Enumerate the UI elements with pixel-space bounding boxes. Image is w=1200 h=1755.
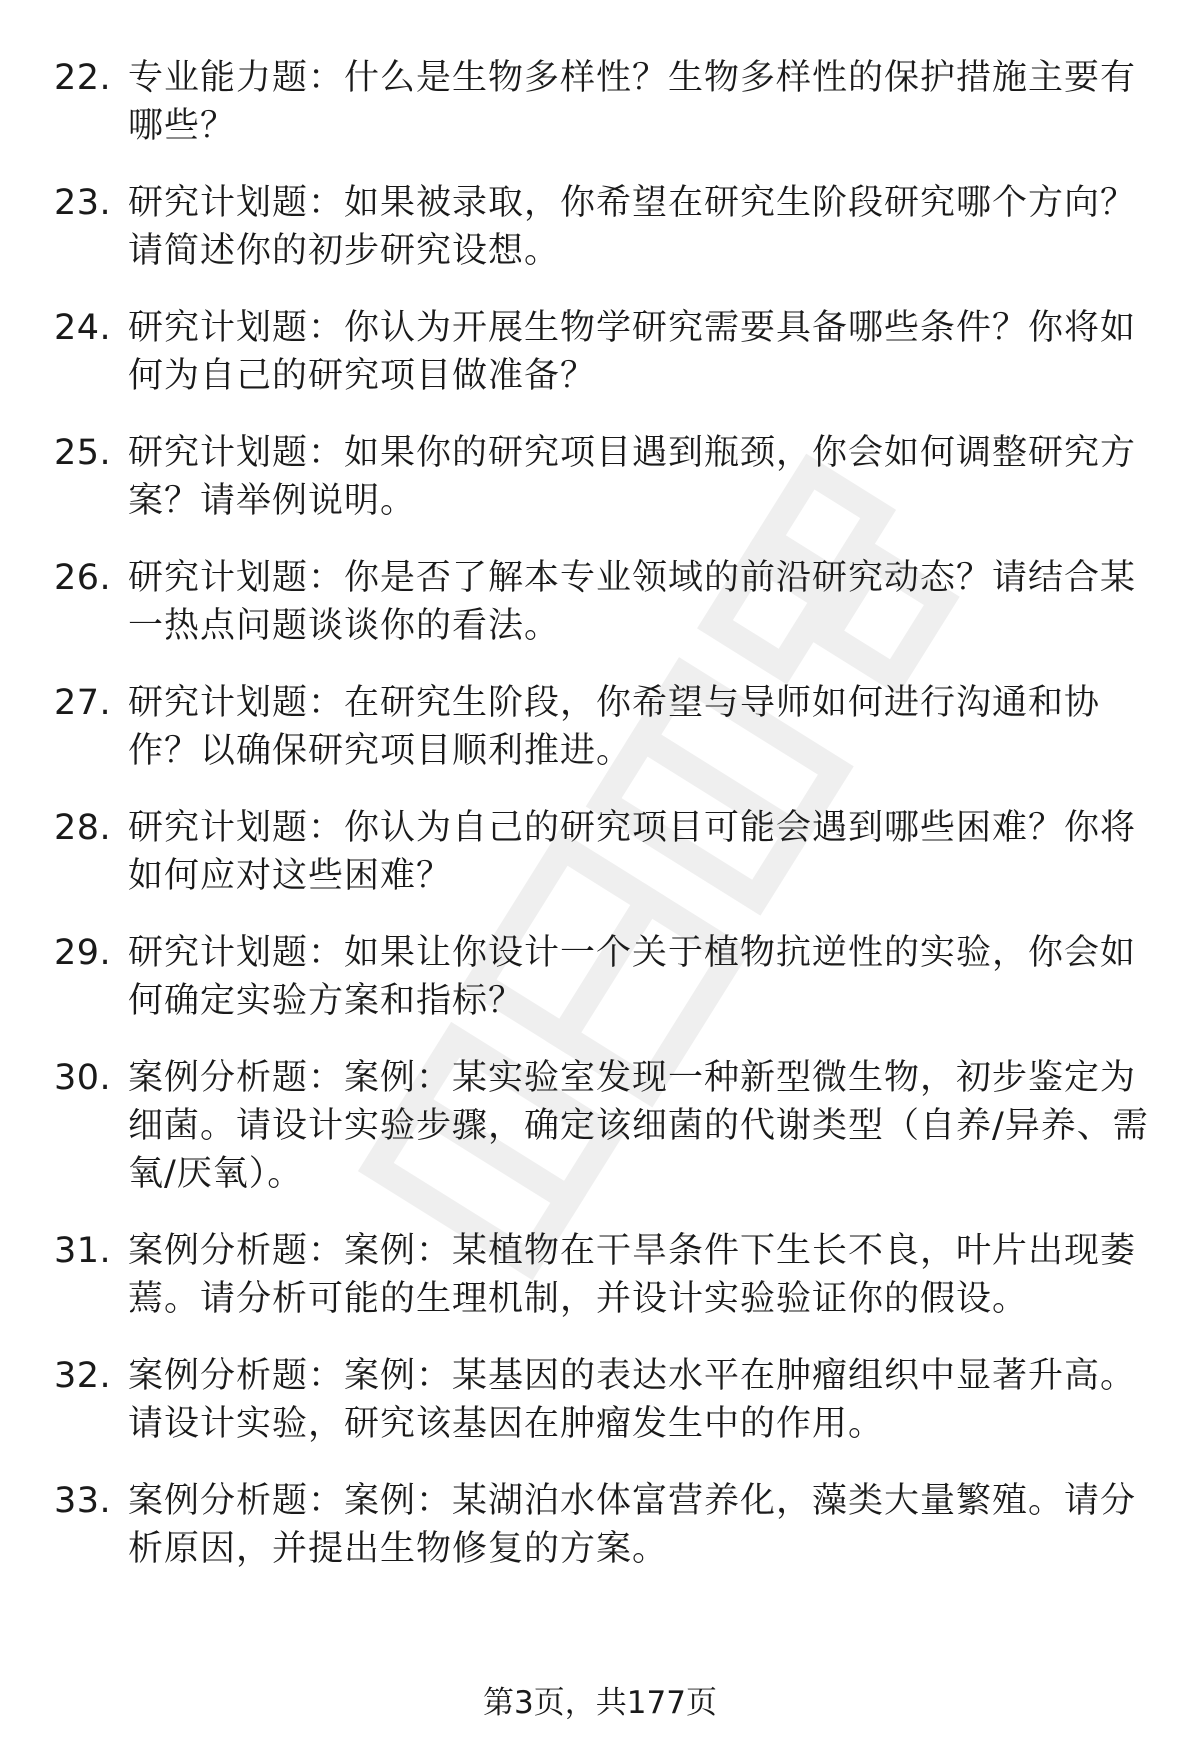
question-text: 专业能力题：什么是生物多样性？生物多样性的保护措施主要有哪些？ <box>128 58 1137 146</box>
question-text: 研究计划题：如果你的研究项目遇到瓶颈，你会如何调整研究方案？请举例说明。 <box>128 433 1137 521</box>
question-number: 31. <box>54 1231 112 1271</box>
question-number: 24. <box>54 308 112 348</box>
question-text: 研究计划题：你认为开展生物学研究需要具备哪些条件？你将如何为自己的研究项目做准备？ <box>128 308 1137 396</box>
question-number: 26. <box>54 558 112 598</box>
question-text: 研究计划题：如果让你设计一个关于植物抗逆性的实验，你会如何确定实验方案和指标？ <box>128 933 1137 1021</box>
question-number: 22. <box>54 58 112 98</box>
question-text: 案例分析题：案例：某实验室发现一种新型微生物，初步鉴定为细菌。请设计实验步骤，确定该细菌的代谢类型（自养/异养、需氧/厌氧）。 <box>128 1058 1149 1194</box>
question-item <box>54 179 1154 275</box>
question-item <box>54 554 1154 650</box>
page-number-footer: 第3页，共177页 <box>483 1685 717 1721</box>
question-number: 28. <box>54 808 112 848</box>
question-text: 案例分析题：案例：某基因的表达水平在肿瘤组织中显著升高。请设计实验，研究该基因在肿瘤发生中的作用。 <box>128 1356 1137 1444</box>
question-number: 27. <box>54 683 112 723</box>
question-item <box>54 54 1154 150</box>
question-item <box>54 679 1154 775</box>
question-item <box>54 1054 1154 1198</box>
question-text: 研究计划题：你认为自己的研究项目可能会遇到哪些困难？你将如何应对这些困难？ <box>128 808 1137 896</box>
question-item <box>54 929 1154 1025</box>
question-item <box>54 1352 1154 1448</box>
question-text: 研究计划题：你是否了解本专业领域的前沿研究动态？请结合某一热点问题谈谈你的看法。 <box>128 558 1137 646</box>
question-number: 32. <box>54 1356 112 1396</box>
question-number: 25. <box>54 433 112 473</box>
question-number: 29. <box>54 933 112 973</box>
question-text: 案例分析题：案例：某植物在干旱条件下生长不良，叶片出现萎蔫。请分析可能的生理机制，并设计实验验证你的假设。 <box>128 1231 1137 1319</box>
question-text: 案例分析题：案例：某湖泊水体富营养化，藻类大量繁殖。请分析原因，并提出生物修复的方案。 <box>128 1481 1137 1569</box>
question-item <box>54 429 1154 525</box>
question-number: 33. <box>54 1481 112 1521</box>
question-text: 研究计划题：如果被录取，你希望在研究生阶段研究哪个方向？请简述你的初步研究设想。 <box>128 183 1137 271</box>
question-number: 30. <box>54 1058 112 1098</box>
question-item <box>54 1477 1154 1573</box>
question-item <box>54 1227 1154 1323</box>
question-item <box>54 804 1154 900</box>
question-number: 23. <box>54 183 112 223</box>
question-list <box>54 54 1154 1602</box>
question-item <box>54 304 1154 400</box>
question-text: 研究计划题：在研究生阶段，你希望与导师如何进行沟通和协作？以确保研究项目顺利推进。 <box>128 683 1101 771</box>
